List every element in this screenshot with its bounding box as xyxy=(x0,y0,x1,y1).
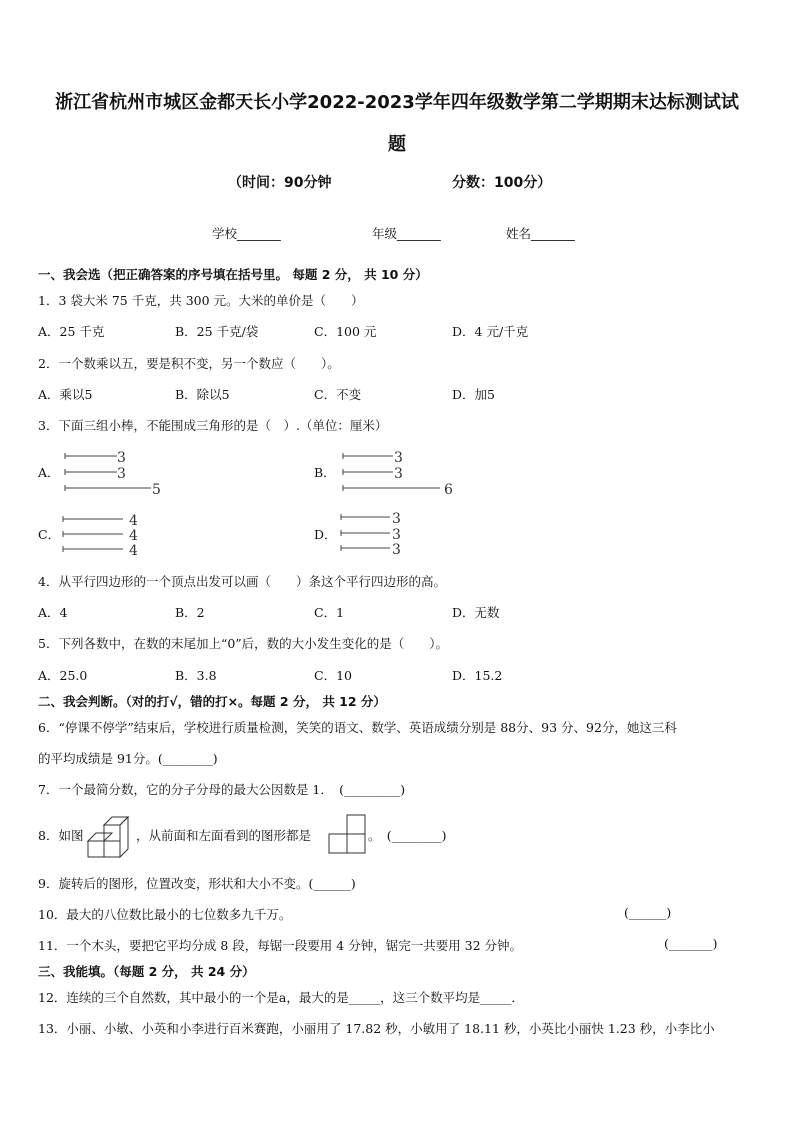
q13-stem: 13．小丽、小敏、小英和小李进行百米赛跑，小丽用了 17.82 秒，小敏用了 18.11 秒，小英比小丽快 1.23 秒，小李比小 xyxy=(38,1021,715,1036)
q10-answer-blank[interactable]: (______) xyxy=(624,905,672,920)
stick-d3-length: 3 xyxy=(392,542,401,558)
exam-title-line2: 题 xyxy=(388,134,406,155)
grade-field: 年级_______ xyxy=(372,226,441,241)
stick-d2-length: 3 xyxy=(392,527,401,543)
q11-stem: 11．一个木头，要把它平均分成 8 段，每锯一段要用 4 分钟，锯完一共要用 32 分钟。 xyxy=(38,938,523,953)
q3-option-b-label: B． xyxy=(314,465,336,480)
stick-c2-length: 4 xyxy=(129,528,138,544)
q8-stem-a: 8．如图 xyxy=(38,828,84,843)
q5-option-c: C．10 xyxy=(314,668,352,683)
section1-heading: 一、我会选（把正确答案的序号填在括号里。 每题 2 分， 共 10 分） xyxy=(38,267,428,282)
stick-c1-length: 4 xyxy=(129,513,138,529)
stick-b2-length: 3 xyxy=(394,466,403,482)
stick-c3-length: 4 xyxy=(129,543,138,559)
stick-b1-length: 3 xyxy=(394,450,403,466)
q1-option-a: A．25 千克 xyxy=(38,324,105,339)
q2-option-b: B．除以5 xyxy=(175,387,230,402)
q4-option-d: D．无数 xyxy=(452,605,500,620)
q12-stem: 12．连续的三个自然数，其中最小的一个是a，最大的是_____，这三个数平均是_____． xyxy=(38,990,524,1005)
q4-option-c: C．1 xyxy=(314,605,345,620)
q2-stem: 2．一个数乘以五，要是积不变，另一个数应（ ）。 xyxy=(38,356,340,371)
q5-option-a: A．25.0 xyxy=(38,668,88,683)
exam-title: 浙江省杭州市城区金都天长小学2022-2023学年四年级数学第二学期期末达标测试试 xyxy=(55,92,739,113)
stick-b3-length: 6 xyxy=(444,482,453,498)
q8-stem-b: ，从前面和左面看到的图形都是 xyxy=(136,828,312,843)
school-field: 学校_______ xyxy=(212,226,281,241)
q4-option-b: B．2 xyxy=(175,605,205,620)
q8-view-figure xyxy=(328,813,368,855)
q3-option-d-label: D． xyxy=(314,527,337,542)
q9-stem: 9．旋转后的图形，位置改变，形状和大小不变。(______) xyxy=(38,876,356,891)
section3-heading: 三、我能填。（每题 2 分， 共 24 分） xyxy=(38,964,255,979)
q3-option-c-label: C． xyxy=(38,527,61,542)
exam-score: 分数：100分） xyxy=(452,175,552,191)
q2-option-c: C．不变 xyxy=(314,387,362,402)
q3-sticks-figure xyxy=(55,445,475,560)
name-field: 姓名_______ xyxy=(506,226,575,241)
q3-stem: 3．下面三组小棒，不能围成三角形的是（ ）.（单位：厘米） xyxy=(38,418,388,433)
q8-cube-figure xyxy=(86,810,134,860)
section2-heading: 二、我会判断。（对的打√，错的打×。每题 2 分， 共 12 分） xyxy=(38,694,386,709)
q6-line2: 的平均成绩是 91分。(________) xyxy=(38,751,218,766)
q4-stem: 4．从平行四边形的一个顶点出发可以画（ ）条这个平行四边形的高。 xyxy=(38,574,446,589)
q10-stem: 10．最大的八位数比最小的七位数多九千万。 xyxy=(38,907,292,922)
q11-answer-blank[interactable]: (_______) xyxy=(664,936,718,951)
stick-d1-length: 3 xyxy=(392,511,401,527)
q4-option-a: A．4 xyxy=(38,605,68,620)
q5-option-d: D．15.2 xyxy=(452,668,503,683)
q6-line1: 6．“停课不停学”结束后，学校进行质量检测，笑笑的语文、数学、英语成绩分别是 88分、93 分、92分，她这三科 xyxy=(38,720,677,735)
q1-option-b: B．25 千克/袋 xyxy=(175,324,259,339)
q8-stem-c: 。 (________) xyxy=(368,828,447,843)
q7-stem: 7．一个最简分数，它的分子分母的最大公因数是 1． (_________) xyxy=(38,782,406,797)
q2-option-d: D．加5 xyxy=(452,387,495,402)
q1-option-c: C．100 元 xyxy=(314,324,377,339)
stick-a2-length: 3 xyxy=(117,466,126,482)
q5-stem: 5．下列各数中，在数的末尾加上“0”后，数的大小发生变化的是（ ）。 xyxy=(38,636,448,651)
q3-option-a-label: A． xyxy=(38,465,60,480)
stick-a1-length: 3 xyxy=(117,450,126,466)
q5-option-b: B．3.8 xyxy=(175,668,217,683)
stick-a3-length: 5 xyxy=(152,482,161,498)
q2-option-a: A．乘以5 xyxy=(38,387,93,402)
exam-time: （时间：90分钟 xyxy=(228,175,332,191)
q1-option-d: D．4 元/千克 xyxy=(452,324,529,339)
q1-stem: 1．3 袋大米 75 千克，共 300 元。大米的单价是（ ） xyxy=(38,293,364,308)
